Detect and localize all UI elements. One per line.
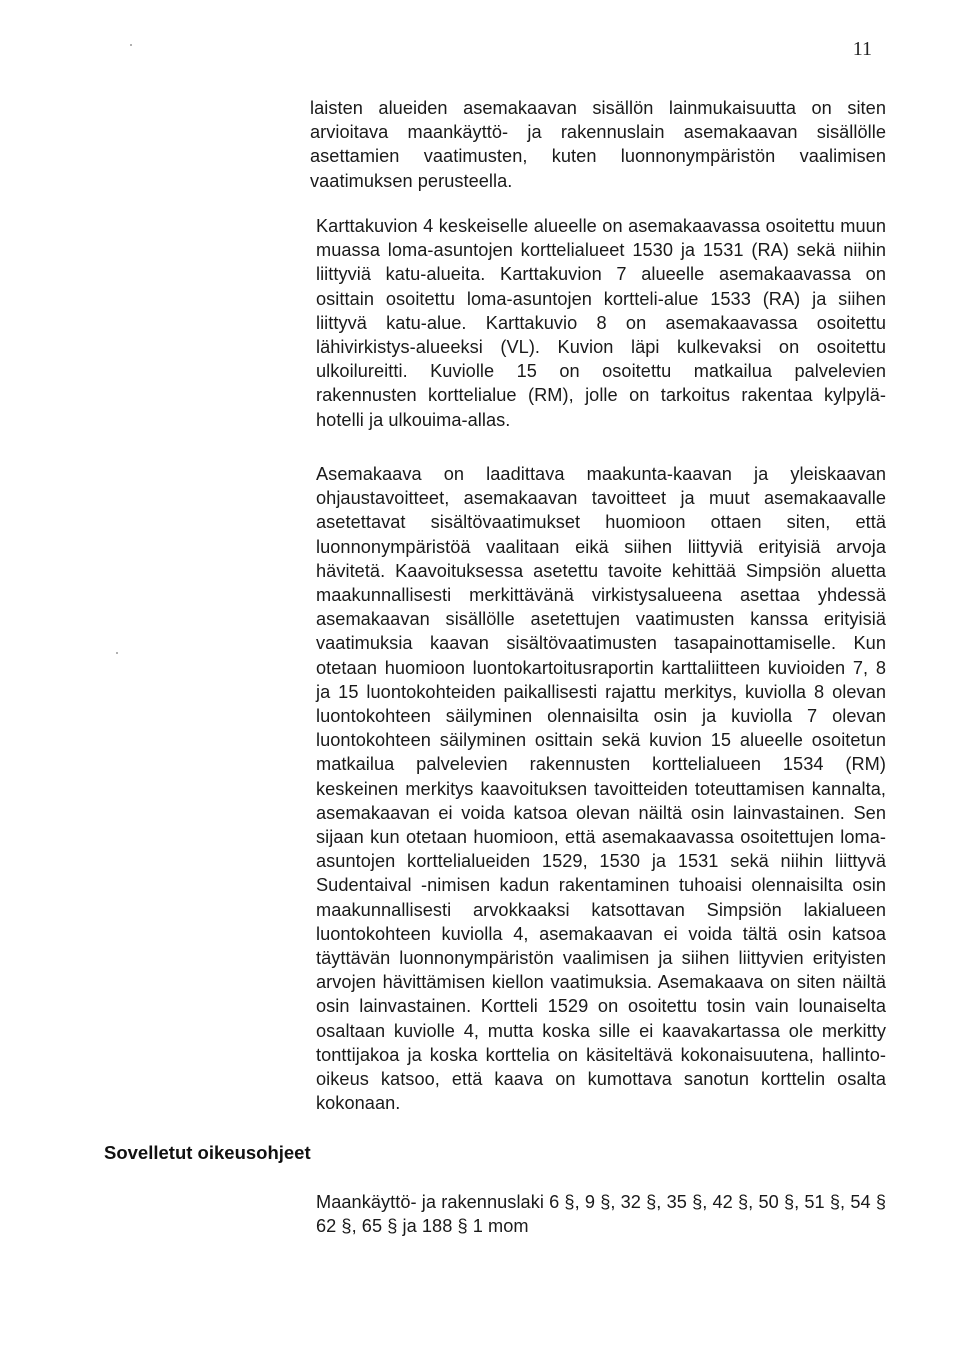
- applied-legal-provisions-heading: Sovelletut oikeusohjeet: [104, 1142, 311, 1163]
- scan-speck: [130, 44, 132, 46]
- paragraph-continuation: laisten alueiden asemakaavan sisällön lainmukaisuutta on siten arvioitava maankäyttö- ja rakennuslain asemakaavan sisällölle asettamien vaatimusten, kuten luonnonympäristön vaalimisen vaatimuksen perusteella.: [310, 98, 886, 191]
- paragraph-zoning-details: Karttakuvion 4 keskeiselle alueelle on asemakaavassa osoitettu muun muassa loma-asuntojen korttelialueet 1530 ja 1531 (RA) sekä niihin liittyviä katu-alueita. Karttakuvion 7 alueelle asemakaavassa on osittain osoitettu loma-asuntojen kortteli-alue 1533 (RA) ja siihen liittyvä katu-alue. Karttakuvio 8 on asemakaavassa osoitettu lähivirkistys-alueeksi (VL). Kuvion läpi kulkevaksi on osoitettu ulkoilureitti. Kuviolle 15 on osoitettu matkailua palvelevien rakennusten korttelialue (RM), jolle on tarkoitus rakentaa kylpylä-hotelli ja ulkouima-allas.: [316, 216, 886, 430]
- paragraph-legal-assessment: Asemakaava on laadittava maakunta-kaavan ja yleiskaavan ohjaustavoitteet, asemakaavan tavoitteet ja muut asemakaavalle asetettavat sisältövaatimukset huomioon ottaen siten, että luonnonympäristöä vaalitaan eikä siihen liittyviä erityisiä arvoja hävitetä. Kaavoituksessa asetettu tavoite kehittää Simpsiön aluetta maakunnallisesti merkittävänä virkistysalueena asettaa yhdessä asemakaavan sisällölle asetettujen vaatimusten kanssa erityisiä vaatimuksia kaavan sisältövaatimusten tasapainottamiselle. Kun otetaan huomioon luontokartoitusraportin karttaliitteen kuvioiden 7, 8 ja 15 luontokohteiden paikallisesti rajattu merkitys, kuviolla 8 olevan luontokohteen säilyminen olennaisilta osin ja kuviolla 7 olevan luontokohteen säilyminen osittain sekä kuvion 15 alueelle osoitetun matkailua palvelevien rakennusten korttelialueen 1534 (RM) keskeinen merkitys kaavoituksen tavoitteiden toteuttamisen kannalta, asemakaavan ei voida katsoa olevan näiltä osin lainvastainen. Sen sijaan kun otetaan huomioon, että asemakaavassa osoitettujen loma-asuntojen korttelialueiden 1529, 1530 ja 1531 sekä niihin liittyvä Sudentaival -nimisen kadun rakentaminen tuhoaisi olennaisilta osin maakunnallisesti arvokkaaksi katsottavan Simpsiön lakialueen luontokohteen kuviolla 4, asemakaavan ei voida tältä osin katsoa täyttävän luonnonympäristön vaalimisen ja siihen liittyvien erityisten arvojen hävittämisen kiellon vaatimuksia. Asemakaava on siten näiltä osin lainvastainen. Kortteli 1529 on osoitettu tosin vain lounaiselta osaltaan kuviolle 4, mutta koska sille ei kaavakartassa ole merkitty tonttijakoa ja koska korttelia on käsiteltävä kokonaisuutena, hallinto-oikeus katsoo, että kaava on kumottava sanotun korttelin osalta kokonaan.: [316, 464, 886, 1114]
- page-number: 11: [852, 38, 872, 60]
- applied-legal-provisions-text: Maankäyttö- ja rakennuslaki 6 §, 9 §, 32 §, 35 §, 42 §, 50 §, 51 §, 54 § 62 §, 65 § ja 188 § 1 mom: [316, 1192, 886, 1237]
- scan-speck: [116, 652, 118, 654]
